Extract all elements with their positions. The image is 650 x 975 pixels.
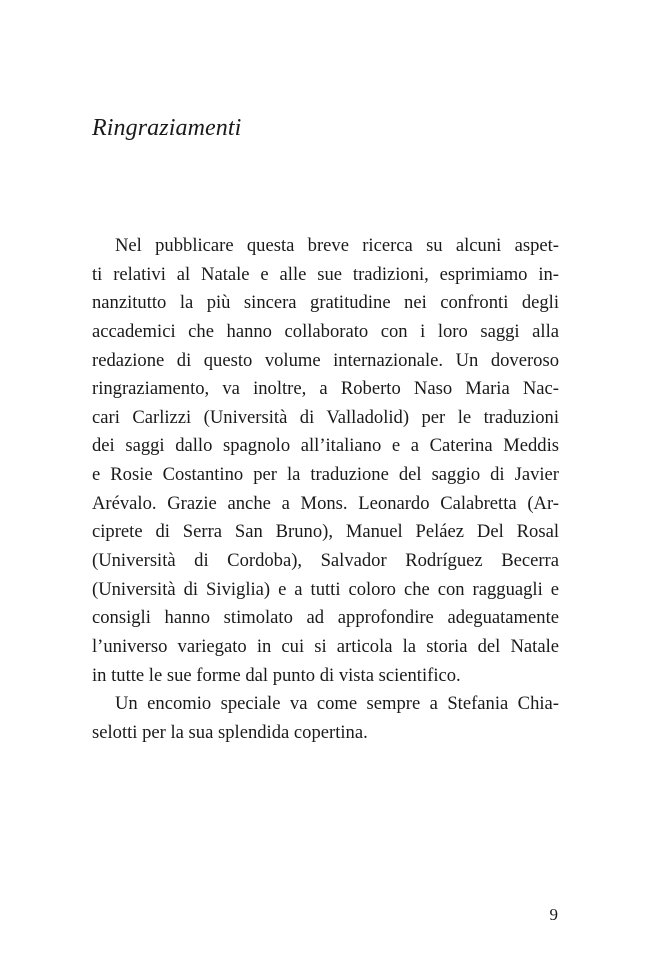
text-line: (Università di Cordoba), Salvador Rodríguez Becerra [92, 550, 559, 572]
text-line: selotti per la sua splendida copertina. [92, 721, 368, 743]
acknowledgements-text [92, 232, 559, 748]
page-title: Ringraziamenti [92, 115, 242, 141]
text-line: cari Carlizzi (Università di Valladolid) per le traduzioni [92, 406, 559, 428]
page-number: 9 [549, 905, 558, 924]
text-line: l’universo variegato in cui si articola la storia del Natale [92, 635, 559, 657]
text-line: dei saggi dallo spagnolo all’italiano e a Caterina Meddis [92, 435, 559, 457]
text-line: Arévalo. Grazie anche a Mons. Leonardo Calabretta (Ar- [92, 492, 559, 514]
text-line: in tutte le sue forme dal punto di vista scientifico. [92, 664, 461, 686]
text-line: consigli hanno stimolato ad approfondire adeguatamente [92, 607, 559, 629]
text-line: (Università di Siviglia) e a tutti coloro che con ragguagli e [92, 578, 559, 600]
text-line: Un encomio speciale va come sempre a Stefania Chia- [115, 693, 559, 715]
paragraph-2 [92, 690, 559, 747]
text-line: Nel pubblicare questa breve ricerca su alcuni aspet- [115, 235, 559, 256]
text-line: redazione di questo volume internazionale. Un doveroso [92, 349, 559, 371]
text-line: ringraziamento, va inoltre, a Roberto Naso Maria Nac- [92, 378, 559, 400]
text-line: e Rosie Costantino per la traduzione del saggio di Javier [92, 464, 559, 486]
text-line: nanzitutto la più sincera gratitudine nei confronti degli [92, 292, 559, 314]
paragraph-1 [92, 232, 559, 690]
text-line: ciprete di Serra San Bruno), Manuel Peláez Del Rosal [92, 521, 559, 543]
text-line: accademici che hanno collaborato con i loro saggi alla [92, 320, 559, 342]
text-line: ti relativi al Natale e alle sue tradizioni, esprimiamo in- [92, 263, 559, 285]
